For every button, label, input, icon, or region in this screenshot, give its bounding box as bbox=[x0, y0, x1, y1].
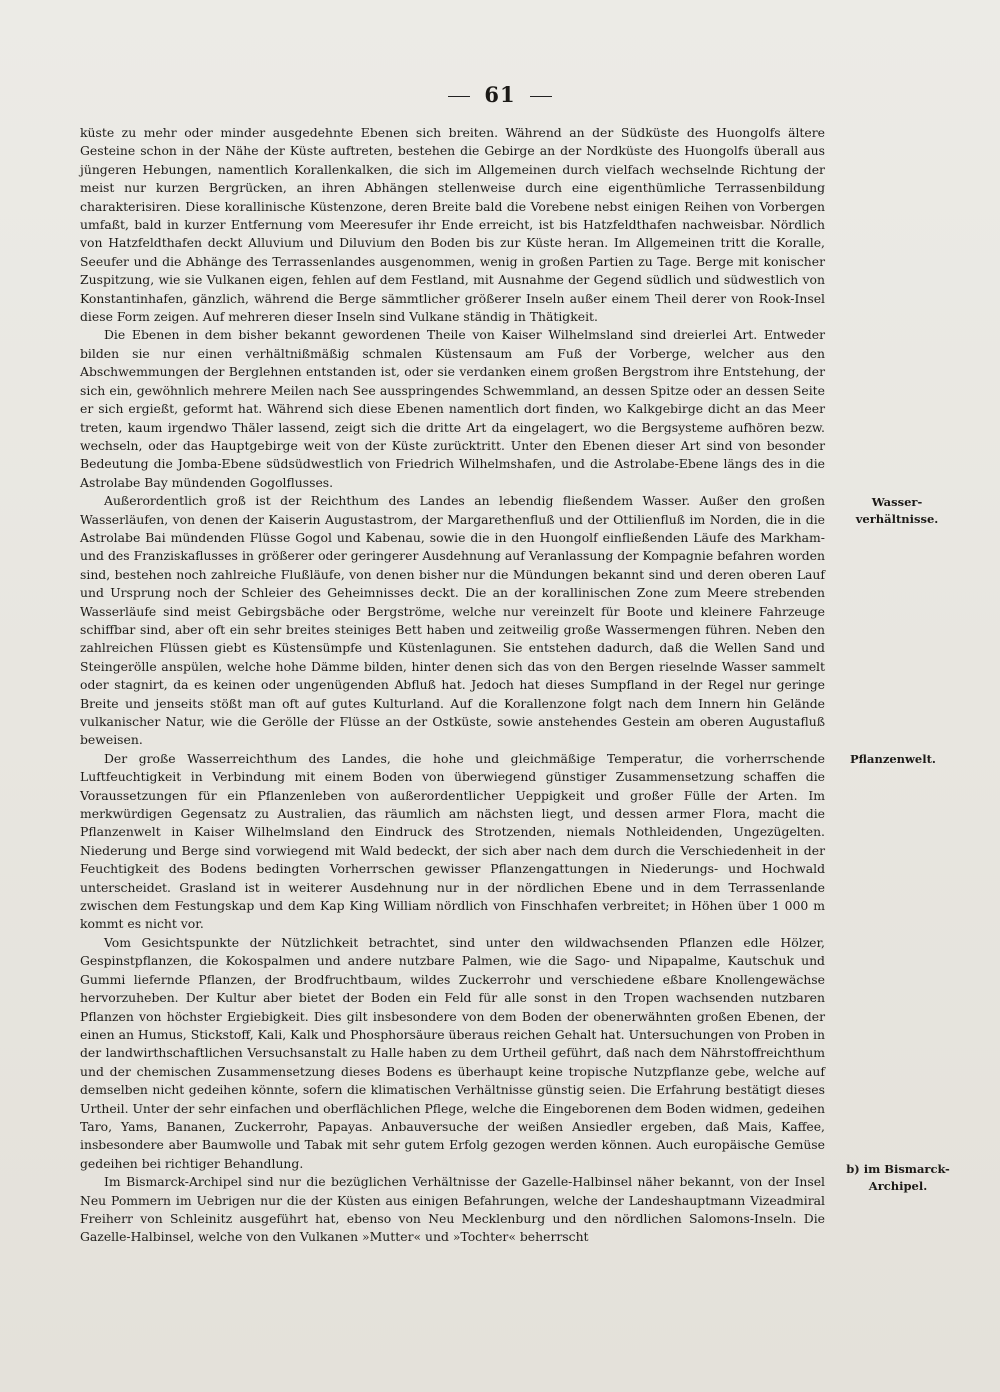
body-text bbox=[80, 124, 825, 1247]
paragraph: Vom Gesichtspunkte der Nützlichkeit betrachtet, sind unter den wildwachsenden Pflanzen edle Hölzer, Gespinstpflanzen, die Kokospalmen und andere nutzbare Palmen, wie die Sago- und Nipapalme, Kautschuk und Gummi liefernde Pflanzen, der Brodfruchtbaum, wildes Zuckerrohr und verschiedene eßbare Knollengewächse hervorzuheben. Der Kultur aber bietet der Boden ein Feld für alle sonst in den Tropen wachsenden nutzbaren Pflanzen von höchster Ergiebigkeit. Dies gilt insbesondere von dem Boden der obenerwähnten großen Ebenen, der einen an Humus, Stickstoff, Kali, Kalk und Phosphorsäure überaus reichen Gehalt hat. Untersuchungen von Proben in der landwirthschaftlichen Versuchsanstalt zu Halle haben zu dem Urtheil geführt, daß nach dem Nährstoffreichthum und der chemischen Zusammensetzung dieses Bodens es überhaupt keine tropische Nutzpflanze gebe, welche auf demselben nicht gedeihen könnte, sofern die klimatischen Verhältnisse günstig seien. Die Erfahrung bestätigt dieses Urtheil. Unter der sehr einfachen und oberflächlichen Pflege, welche die Eingeborenen dem Boden widmen, gedeihen Taro, Yams, Bananen, Zuckerrohr, Papayas. Anbauversuche der weißen Ansiedler ergeben, daß Mais, Kaffee, insbesondere aber Baumwolle und Tabak mit sehr gutem Erfolg gezogen werden können. Auch europäische Gemüse gedeihen bei richtiger Behandlung. bbox=[80, 934, 825, 1171]
paragraph: Die Ebenen in dem bisher bekannt gewordenen Theile von Kaiser Wilhelmsland sind dreierlei Art. Entweder bilden sie nur einen verhältnißmäßig schmalen Küstensaum am Fuß der Vorberge, welcher aus den Abschwemmungen der Berglehnen entstanden ist, oder sie verdanken einem großen Bergstrom ihre Entstehung, der sich ein, gewöhnlich mehrere Meilen nach See ausspringendes Schwemmland, an dessen Spitze oder an dessen Seite er sich ergießt, geformt hat. Während sich diese Ebenen namentlich dort finden, wo Kalkgebirge dicht an das Meer treten, kaum irgendwo Thäler lassend, zeigt sich die dritte Art da eingelagert, wo die Bergsysteme aufhören bezw. wechseln, oder das Hauptgebirge weit von der Küste zurücktritt. Unter den Ebenen dieser Art sind von besonder Bedeutung die Jomba-Ebene südsüdwestlich von Friedrich Wilhelmshafen, und die Astrolabe-Ebene längs des in die Astrolabe Bay mündenden Gogolflusses. bbox=[80, 327, 825, 490]
page-number: 61 bbox=[484, 82, 516, 107]
margin-note-water: Wasser- verhältnisse. bbox=[855, 495, 939, 526]
paragraph: Im Bismarck-Archipel sind nur die bezüglichen Verhältnisse der Gazelle-Halbinsel näher bekannt, von der Insel Neu Pommern im Uebrigen nur die der Küsten aus einigen Befahrungen, welche der Landeshauptmann Vizeadmiral Freiherr von Schleinitz ausgeführt hat, ebenso von Neu Mecklenburg und den nördlichen Salomons-Inseln. Die Gazelle-Halbinsel, welche von den Vulkanen »Mutter« und »Tochter« beherrscht bbox=[80, 1174, 825, 1245]
header-dash-right bbox=[530, 96, 552, 97]
header-dash-left bbox=[448, 96, 470, 97]
paragraph: küste zu mehr oder minder ausgedehnte Ebenen sich breiten. Während an der Südküste des Huongolfs ältere Gesteine schon in der Nähe der Küste auftreten, bestehen die Gebirge an der Nordküste des Huongolfs überall aus jüngeren Hebungen, namentlich Korallenkalken, die sich im Allgemeinen durch vielfach wechselnde Richtung der meist nur kurzen Bergrücken, an ihren Abhängen stellenweise durch eine eigenthümliche Terrassenbildung charakterisiren. Diese korallinische Küstenzone, deren Breite bald die Vorebene nebst einigen Reihen von Vorbergen umfaßt, bald in kurzer Entfernung vom Meeresufer ihr Ende erreicht, ist bis Hatzfeldthafen nachweisbar. Nördlich von Hatzfeldthafen deckt Alluvium und Diluvium den Boden bis zur Küste heran. Im Allgemeinen tritt die Koralle, Seeufer und die Abhänge des Terrassenlandes ausgenommen, wenig in großen Partien zu Tage. Berge mit konischer Zuspitzung, wie sie Vulkanen eigen, fehlen auf dem Festland, mit Ausnahme der Gegend südlich und südwestlich von Konstantinhafen, gänzlich, während die Berge sämmtlicher größerer Inseln außer einem Theil derer von Rook-Insel diese Form zeigen. Auf mehreren dieser Inseln sind Vulkane ständig in Thätigkeit. bbox=[80, 125, 825, 325]
margin-note-bismarck: b) im Bismarck- Archipel. bbox=[846, 1162, 950, 1193]
paragraph: Der große Wasserreichthum des Landes, die hohe und gleichmäßige Temperatur, die vorherrschende Luftfeuchtigkeit in Verbindung mit einem Boden von überwiegend günstiger Zusammensetzung schaffen die Voraussetzungen für ein Pflanzenleben von außerordentlicher Ueppigkeit und großer Fülle der Arten. Im merkwürdigen Gegensatz zu Australien, das räumlich am nächsten liegt, und dessen armer Flora, macht die Pflanzenwelt in Kaiser Wilhelmsland den Eindruck des Strotzenden, niemals Nothleidenden, Ungezügelten. Niederung und Berge sind vorwiegend mit Wald bedeckt, der sich aber nach dem durch die Verschiedenheit in der Feuchtigkeit des Bodens bedingten Vorherrschen gewisser Pflanzengattungen in Niederungs- und Hochwald unterscheidet. Grasland ist in weiterer Ausdehnung nur in der nördlichen Ebene und in dem Terrassenlande zwischen dem Festungskap und dem Kap King William nördlich von Finschhafen verbreitet; in Höhen über 1 000 m kommt es nicht vor. bbox=[80, 750, 825, 932]
paragraph: Außerordentlich groß ist der Reichthum des Landes an lebendig fließendem Wasser. Außer den großen Wasserläufen, von denen der Kaiserin Augustastrom, der Margarethenfluß und der Ottilienfluß im Norden, die in die Astrolabe Bai mündenden Flüsse Gogol und Kabenau, sowie die in den Huongolf einfließenden Läufe des Markham- und des Franziskaflusses in größerer oder geringerer Ausdehnung auf Veranlassung der Kompagnie befahren worden sind, bestehen noch zahlreiche Flußläufe, von denen bisher nur die Mündungen bekannt sind und deren oberen Lauf und Ursprung noch der Schleier des Geheimnisses deckt. Die an der korallinischen Zone zum Meere strebenden Wasserläufe sind meist Gebirgsbäche oder Bergströme, welche nur vereinzelt für Boote und kleinere Fahrzeuge schiffbar sind, aber oft ein sehr breites steiniges Bett haben und zeitweilig große Wassermengen führen. Neben den zahlreichen Flüssen giebt es Küstensümpfe und Küstenlagunen. Sie entstehen dadurch, daß die Wellen Sand und Steingerölle anspülen, welche hohe Dämme bilden, hinter denen sich das von den Bergen rieselnde Wasser sammelt oder stagnirt, da es keinen oder ungenügenden Abfluß hat. Jedoch hat dieses Sumpfland in der Regel nur geringe Breite und jenseits stößt man oft auf gutes Kulturland. Auf die Korallenzone folgt nach dem Innern hin Gelände vulkanischer Natur, wie die Gerölle der Flüsse an der Ostküste, sowie anstehendes Gestein am oberen Augustafluß beweisen. bbox=[80, 493, 825, 748]
page-header bbox=[0, 82, 1000, 107]
margin-note-flora: Pflanzenwelt. bbox=[850, 752, 936, 766]
